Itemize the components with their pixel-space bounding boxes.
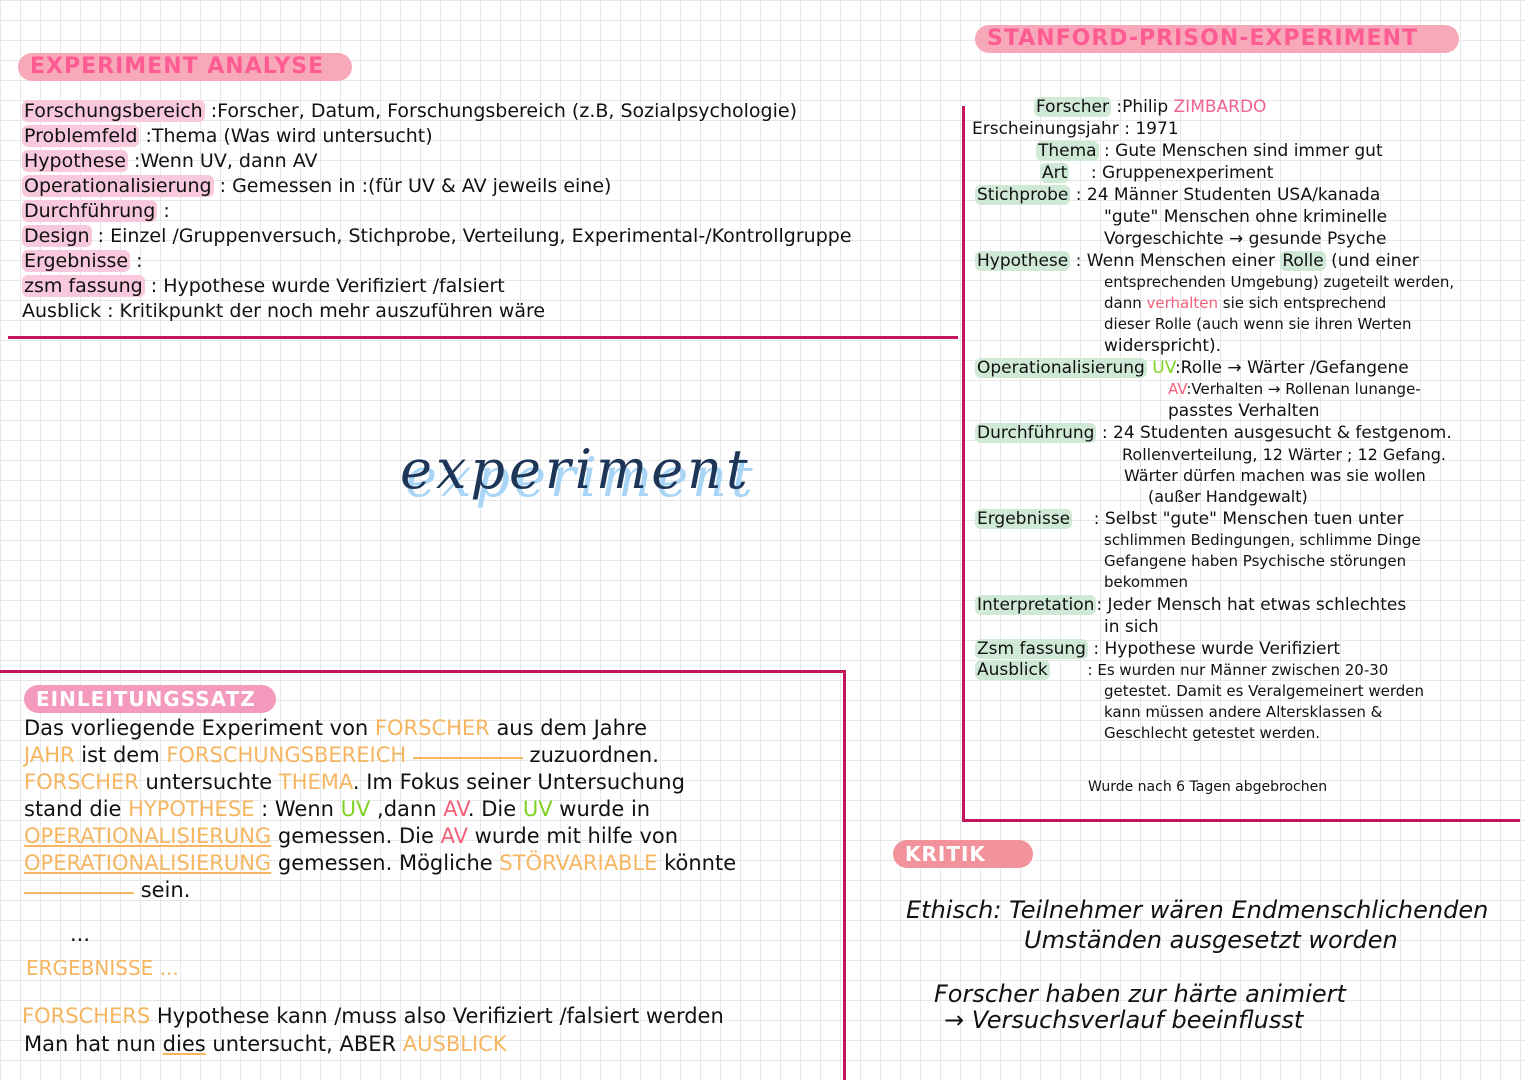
text: : 24 Männer Studenten USA/kanada <box>1075 185 1381 205</box>
analyse-label: Ausblick <box>22 300 102 322</box>
analyse-row <box>22 125 433 147</box>
text: : 1971 <box>1124 119 1179 139</box>
text: Man hat nun <box>24 1032 163 1056</box>
text: ZIMBARDO <box>1173 97 1267 117</box>
stanford-operationalisierung <box>975 358 1409 378</box>
stanford-line <box>1104 294 1386 312</box>
divider-box-right <box>843 670 846 1080</box>
einleitung-line <box>24 878 190 902</box>
stanford-jahr <box>972 119 1179 139</box>
text: (und einer <box>1325 251 1419 271</box>
analyse-row <box>22 225 852 247</box>
stanford-durchfuehrung <box>975 423 1452 443</box>
kritik-title: KRITIK <box>893 840 1033 868</box>
einleitung-title: EINLEITUNGSSATZ <box>24 685 276 713</box>
divider-top-left <box>8 336 958 339</box>
label: Zsm fassung <box>977 639 1086 659</box>
stanford-line: Rollenverteilung, 12 Wärter ; 12 Gefang. <box>1122 445 1446 464</box>
text: gemessen. Mögliche <box>271 851 500 875</box>
text: :Verhalten → Rollenan lunange- <box>1186 380 1421 398</box>
stanford-line: (außer Handgewalt) <box>1148 487 1308 506</box>
analyse-text: :Wenn UV, dann AV <box>134 150 318 172</box>
analyse-text: :Thema (Was wird untersucht) <box>145 125 433 147</box>
label: Thema <box>1038 141 1097 161</box>
text: AV <box>1168 380 1187 398</box>
text: wurde in <box>552 797 651 821</box>
text: : Jeder Mensch hat etwas schlechtes <box>1096 595 1407 615</box>
placeholder-operationalisierung: OPERATIONALISIERUNG <box>24 851 272 875</box>
stanford-stichprobe <box>975 185 1380 205</box>
text: : Wenn Menschen einer <box>1075 251 1281 271</box>
text: :Philip <box>1116 97 1174 117</box>
placeholder-hypothese: HYPOTHESE <box>128 797 255 821</box>
text: Hypothese kann /muss also Verifiziert /falsiert werden <box>150 1004 724 1028</box>
placeholder-forscher: FORSCHER <box>24 770 139 794</box>
text: Das vorliegende Experiment von <box>24 716 375 740</box>
stanford-thema <box>1036 141 1383 161</box>
placeholder-operationalisierung: OPERATIONALISIERUNG <box>24 824 272 848</box>
placeholder-forschers: FORSCHERS <box>22 1004 151 1028</box>
text: untersucht, ABER <box>205 1032 403 1056</box>
einleitung-line <box>22 1004 724 1028</box>
text: aus dem Jahre <box>489 716 648 740</box>
stanford-art <box>1040 163 1273 183</box>
analyse-title: EXPERIMENT ANALYSE <box>18 53 352 81</box>
placeholder-av: AV <box>443 797 468 821</box>
text: . Die <box>467 797 523 821</box>
analyse-label: Forschungsbereich <box>24 100 203 122</box>
text: untersuchte <box>138 770 279 794</box>
analyse-text: : Einzel /Gruppenversuch, Stichprobe, Verteilung, Experimental-/Kontrollgruppe <box>97 225 852 247</box>
analyse-row <box>22 200 170 222</box>
divider-box-top <box>0 670 846 673</box>
analyse-text: : <box>163 200 170 222</box>
stanford-line: getestet. Damit es Veralgemeinert werden <box>1104 682 1425 700</box>
label: Operationalisierung <box>977 358 1145 378</box>
kritik-line: Umständen ausgesetzt worden <box>1024 926 1398 954</box>
stanford-title: STANFORD-PRISON-EXPERIMENT <box>975 25 1459 53</box>
stanford-line: schlimmen Bedingungen, schlimme Dinge <box>1104 531 1421 549</box>
text: sie sich entsprechend <box>1218 294 1387 312</box>
text: dies <box>162 1032 206 1056</box>
analyse-text: : Kritikpunkt der noch mehr auszuführen wäre <box>107 300 546 322</box>
text: könnte <box>657 851 737 875</box>
stanford-line: passtes Verhalten <box>1168 401 1320 421</box>
analyse-label: Durchführung <box>24 200 156 222</box>
text: Rolle <box>1282 251 1324 271</box>
label: Art <box>1042 163 1068 183</box>
stanford-hypothese <box>975 251 1419 271</box>
stanford-ausblick <box>975 660 1388 680</box>
text: ... <box>153 956 179 980</box>
text: : Hypothese wurde Verifiziert <box>1093 639 1341 659</box>
blank-line <box>413 755 523 759</box>
einleitung-line <box>26 956 179 980</box>
stanford-line <box>1168 380 1421 398</box>
einleitung-line <box>24 770 685 794</box>
stanford-line: "gute" Menschen ohne kriminelle <box>1104 207 1388 227</box>
stanford-line: bekommen <box>1104 573 1189 591</box>
placeholder-thema: THEMA <box>278 770 353 794</box>
einleitung-line <box>24 824 678 848</box>
experiment-word: experiment <box>400 438 752 501</box>
stanford-abgebrochen: Wurde nach 6 Tagen abgebrochen <box>1088 779 1328 795</box>
kritik-line: → Versuchsverlauf beeinflusst <box>944 1006 1304 1034</box>
label: Erscheinungsjahr <box>972 119 1119 139</box>
analyse-text: : Hypothese wurde Verifiziert /falsiert <box>150 275 505 297</box>
label: Interpretation <box>977 595 1095 615</box>
analyse-label: Ergebnisse <box>24 250 129 272</box>
divider-right-left <box>962 106 965 822</box>
placeholder-forschungsbereich: FORSCHUNGSBEREICH <box>166 743 407 767</box>
analyse-row <box>22 100 797 122</box>
analyse-label: Hypothese <box>24 150 126 172</box>
blank-line <box>24 890 134 894</box>
einleitung-line <box>24 1032 507 1056</box>
label: Durchführung <box>977 423 1095 443</box>
stanford-interpretation <box>975 595 1406 615</box>
stanford-line: Geschlecht getestet werden. <box>1104 724 1321 742</box>
stanford-ergebnisse <box>975 509 1404 529</box>
placeholder-ausblick: AUSBLICK <box>402 1032 507 1056</box>
stanford-zsm <box>975 639 1340 659</box>
text: gemessen. Die <box>271 824 441 848</box>
label: Hypothese <box>977 251 1069 271</box>
placeholder-jahr: JAHR <box>24 743 75 767</box>
text: :Rolle → Wärter /Gefangene <box>1174 358 1409 378</box>
analyse-row <box>22 275 505 297</box>
stanford-line: dieser Rolle (auch wenn sie ihren Werten <box>1104 315 1412 333</box>
label: Stichprobe <box>977 185 1069 205</box>
kritik-line: Ethisch: Teilnehmer wären Endmenschlichenden <box>906 896 1489 924</box>
analyse-text: : Gemessen in :(für UV & AV jeweils eine) <box>219 175 612 197</box>
analyse-label: Operationalisierung <box>24 175 212 197</box>
placeholder-uv: UV <box>522 797 553 821</box>
stanford-line: Wärter dürfen machen was sie wollen <box>1124 466 1426 485</box>
einleitung-dots: ... <box>70 922 91 946</box>
einleitung-line <box>24 851 736 875</box>
text: UV <box>1152 358 1175 378</box>
analyse-text: : <box>136 250 143 272</box>
label: Ausblick <box>977 660 1048 680</box>
stanford-line: kann müssen andere Altersklassen & <box>1104 703 1383 721</box>
text: . Im Fokus seiner Untersuchung <box>352 770 685 794</box>
analyse-row <box>22 175 611 197</box>
analyse-row <box>22 250 143 272</box>
einleitung-line <box>24 797 650 821</box>
analyse-label: zsm fassung <box>24 275 143 297</box>
stanford-line: entsprechenden Umgebung) zugeteilt werden, <box>1104 273 1455 291</box>
einleitung-line <box>24 743 659 767</box>
text: : Gute Menschen sind immer gut <box>1104 141 1383 161</box>
text: dann <box>1104 294 1147 312</box>
text: ,dann <box>370 797 444 821</box>
analyse-text: :Forscher, Datum, Forschungsbereich (z.B, Sozialpsychologie) <box>210 100 797 122</box>
analyse-row <box>22 300 545 322</box>
placeholder-ergebnisse: ERGEBNISSE <box>26 956 154 980</box>
label: Forscher <box>1036 97 1109 117</box>
text: : Gruppenexperiment <box>1090 163 1274 183</box>
stanford-forscher <box>1034 97 1266 117</box>
text: sein. <box>140 878 191 902</box>
placeholder-av: AV <box>440 824 468 848</box>
text: : 24 Studenten ausgesucht & festgenom. <box>1101 423 1452 443</box>
stanford-line: Gefangene haben Psychische störungen <box>1104 552 1407 570</box>
einleitung-line <box>24 716 647 740</box>
analyse-row <box>22 150 318 172</box>
stanford-line: in sich <box>1104 617 1159 637</box>
text: zuzuordnen. <box>522 743 659 767</box>
text: verhalten <box>1146 294 1218 312</box>
text: ist dem <box>74 743 167 767</box>
analyse-label: Problemfeld <box>24 125 138 147</box>
analyse-label: Design <box>24 225 90 247</box>
placeholder-forscher: FORSCHER <box>374 716 490 740</box>
text: : Es wurden nur Männer zwischen 20-30 <box>1087 661 1389 679</box>
label: Ergebnisse <box>977 509 1071 529</box>
text: : Wenn <box>254 797 341 821</box>
text: : Selbst "gute" Menschen tuen unter <box>1093 509 1404 529</box>
divider-right-bottom <box>962 819 1520 822</box>
stanford-line: Vorgeschichte → gesunde Psyche <box>1104 229 1387 249</box>
text: wurde mit hilfe von <box>467 824 679 848</box>
stanford-line: widerspricht). <box>1104 336 1222 356</box>
kritik-line: Forscher haben zur härte animiert <box>934 980 1346 1008</box>
text: stand die <box>24 797 129 821</box>
placeholder-uv: UV <box>340 797 371 821</box>
placeholder-stoervariable: STÖRVARIABLE <box>499 851 658 875</box>
